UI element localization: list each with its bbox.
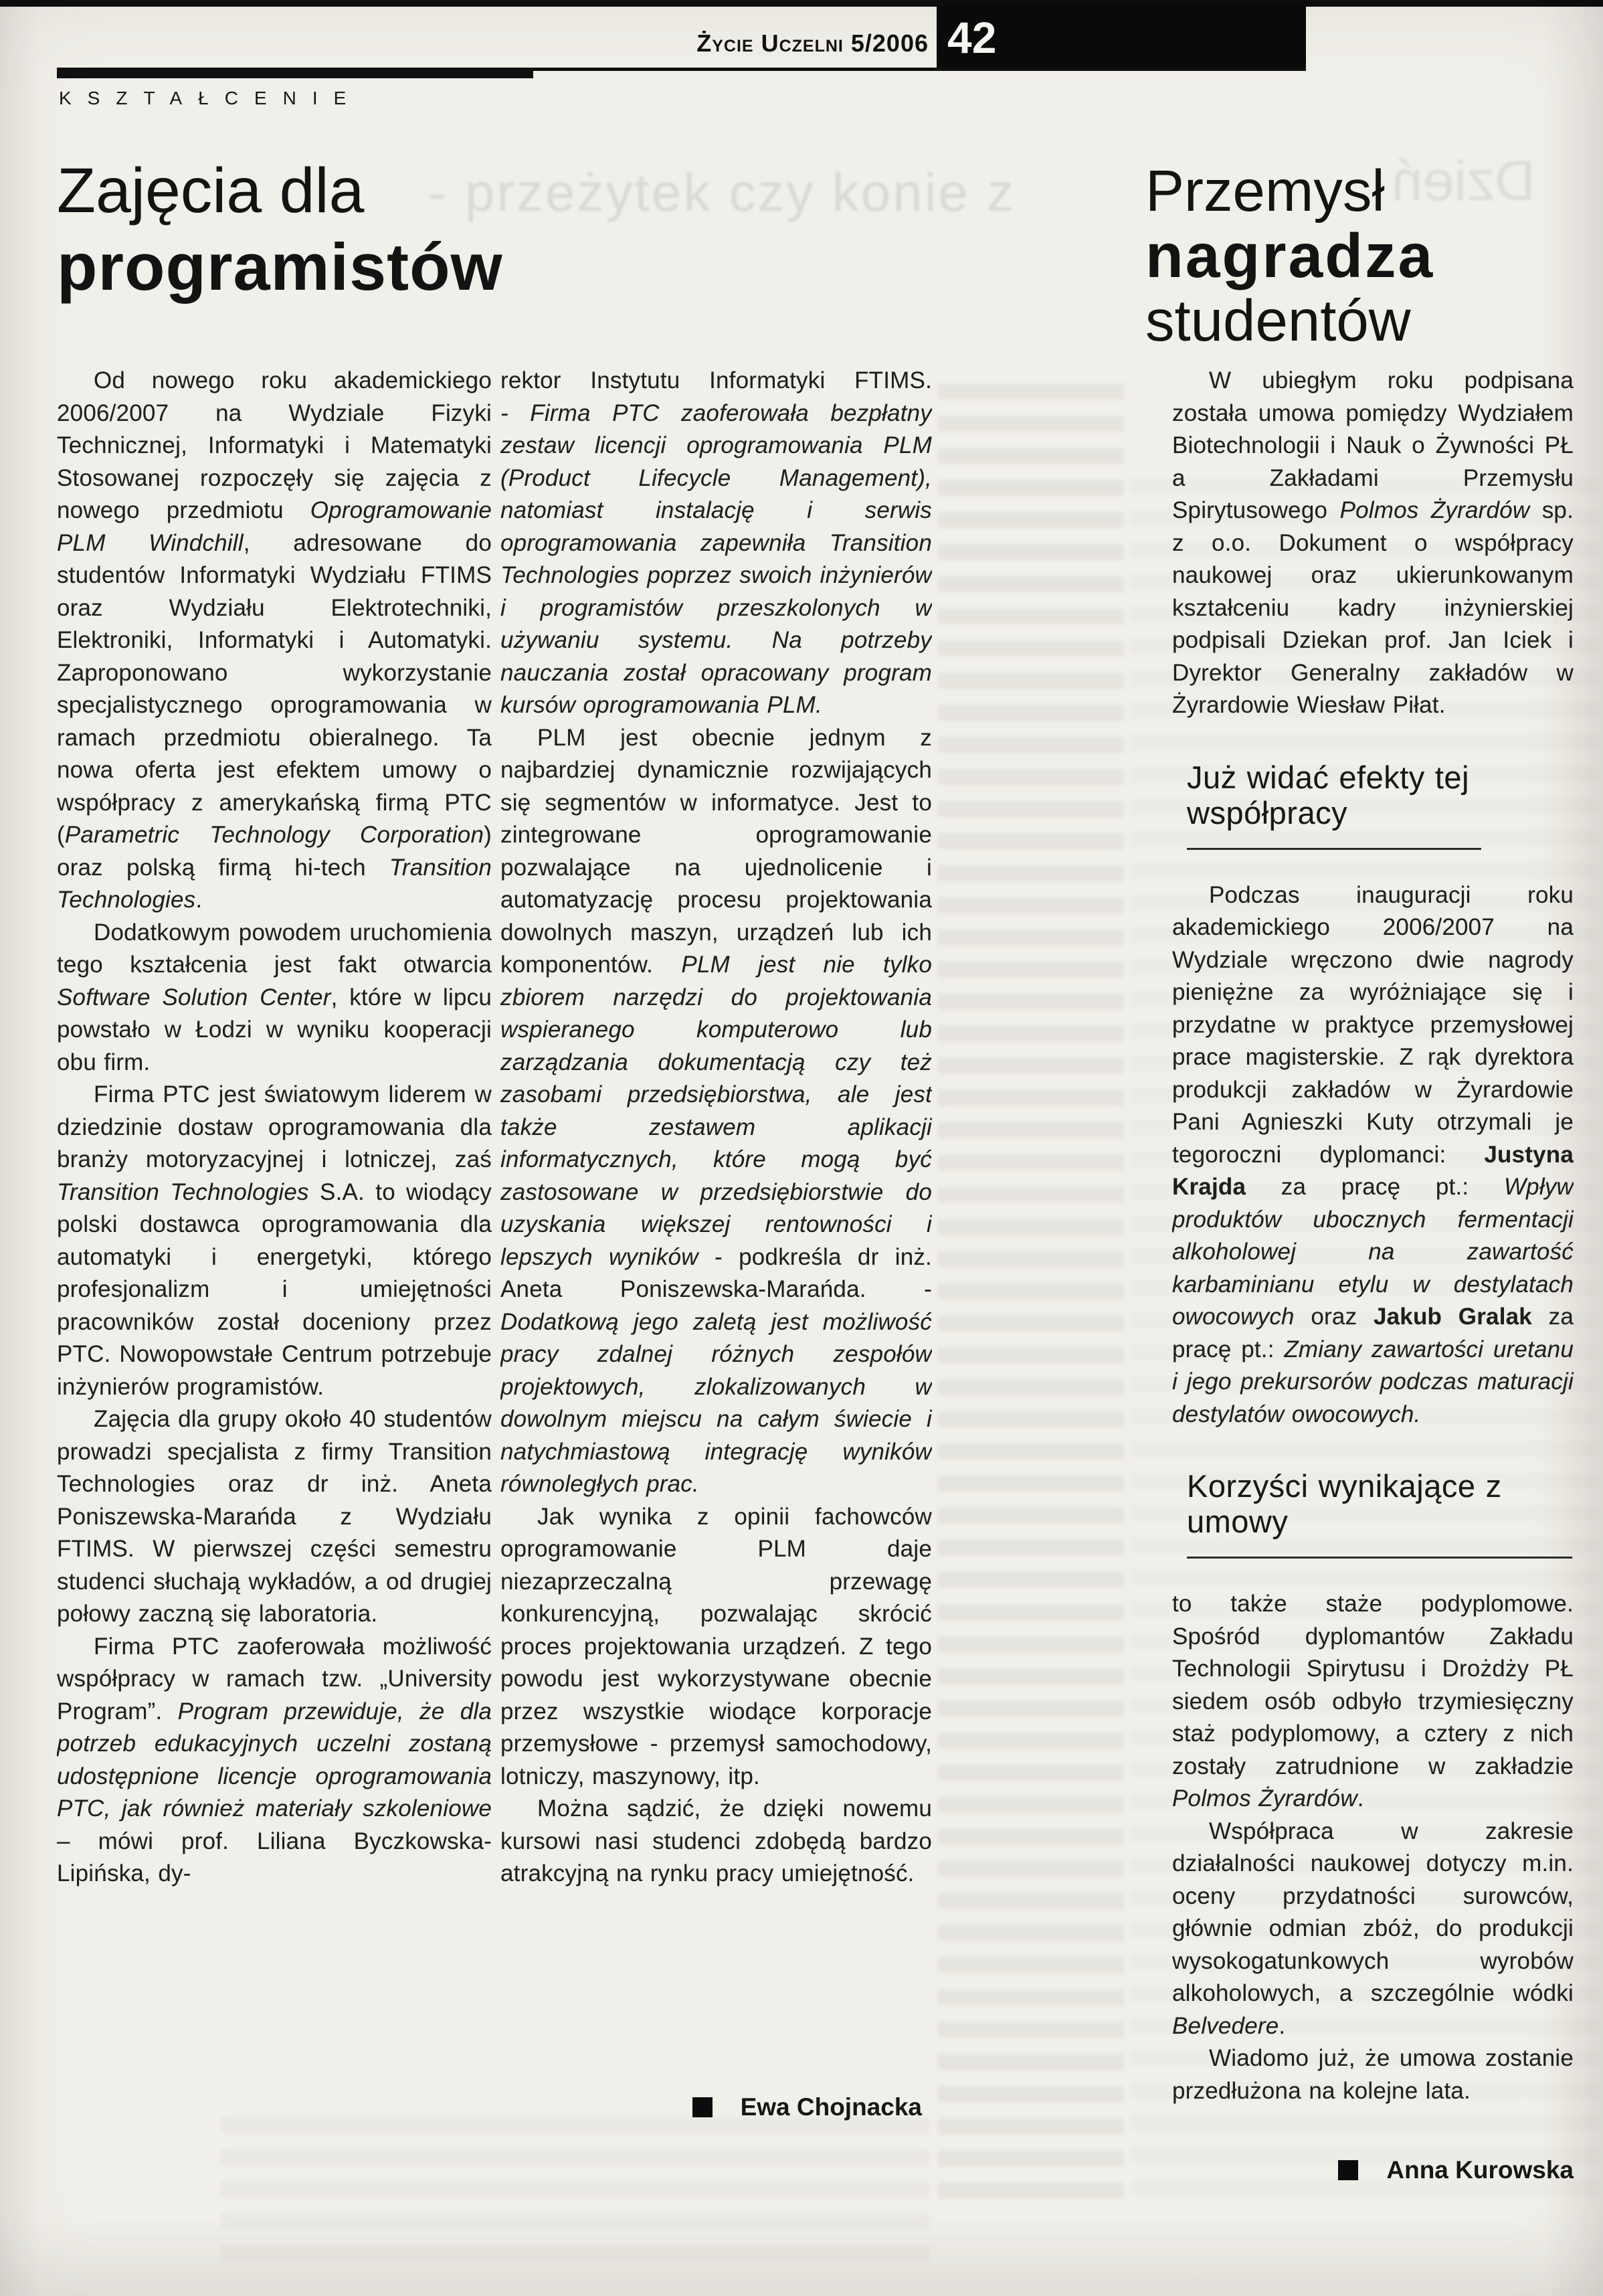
right-article-title-line2: nagradza [1145, 221, 1435, 291]
paragraph: Podczas inauguracji roku akademickiego 2006/2007 na Wydziale wręczono dwie nagrody pieniężne za wyróżniające się i przydatne w praktyce przemysłowej prace magisterskie. Z rąk dyrektora produkcji zakładów w Żyrardowie Pani Agnieszki Kuty otrzymali je tegoroczni dyplomanci: Justyna Krajda za pracę pt.: Wpływ produktów ubocznych fermentacji alkoholowej na zawartość karbaminianu etylu w destylatach owocowych oraz Jakub Gralak za pracę pt.: Zmiany zawartości uretanu i jego prekursorów podczas maturacji destylatów owocowych. [1172, 881, 1574, 1427]
left-article-column-2 [500, 365, 932, 2238]
subheading-rule [1187, 1557, 1572, 1559]
right-article-signature [1145, 2156, 1574, 2184]
paragraph: Firma PTC zaoferowała możliwość współpracy w ramach tzw. „University Program”. Program przewiduje, że dla potrzeb edukacyjnych uczelni zostaną udostępnione licencje oprogramowania PTC, jak również materiały szkoleniowe – mówi prof. Liliana Byczkowska-Lipińska, dy- [57, 1633, 492, 1886]
bleedthrough-headline: - przeżytek czy konie z [428, 163, 1016, 222]
paragraph: rektor Instytutu Informatyki FTIMS. [500, 367, 932, 393]
author-name: Ewa Chojnacka [740, 2093, 922, 2121]
paragraph: Wiadomo już, że umowa zostanie przedłużona na kolejne lata. [1172, 2045, 1574, 2104]
page-top-rule [0, 0, 1603, 7]
paragraph: W ubiegłym roku podpisana została umowa pomiędzy Wydziałem Biotechnologii i Nauk o Żywności PŁ a Zakładami Przemysłu Spirytusowego Polmos Żyrardów sp. z o.o. Dokument o współpracy naukowej oraz ukierunkowanym kształceniu kadry inżynierskiej podpisali Dziekan prof. Jan Iciek i Dyrektor Generalny zakładów w Żyrardowie Wiesław Piłat. [1172, 367, 1574, 718]
paragraph: - Firma PTC zaoferowała bezpłatny zestaw licencji oprogramowania PLM (Product Lifecycle Management), natomiast instalację i serwis oprogramowania zapewniła Transition Technologies poprzez swoich inżynierów i programistów przeszkolonych w używaniu systemu. Na potrzeby nauczania został opracowany program kursów oprogramowania PLM. [500, 400, 932, 718]
paragraph: Współpraca w zakresie działalności naukowej dotyczy m.in. oceny przydatności surowców, głównie odmian zbóż, do produkcji wysokogatunkowych wyrobów alkoholowych, a szczególnie wódki Belvedere. [1172, 1818, 1574, 2039]
section-label: KSZTAŁCENIE [59, 88, 363, 108]
page-number-badge [937, 5, 1306, 70]
paragraph: to także staże podyplomowe. Spośród dyplomantów Zakładu Technologii Spirytusu i Drożdży PŁ siedem osób odbyło trzymiesięczny staż podyplomowy, a cztery z nich zostały zatrudnione w zakładzie Polmos Żyrardów. [1172, 1591, 1574, 1812]
left-article-column-1 [57, 365, 492, 2238]
paragraph: PLM jest obecnie jednym z najbardziej dynamicznie rozwijających się segmentów w informatyce. Jest to zintegrowane oprogramowanie pozwalające na ujednolicenie i automatyzację procesu projektowania dowolnych maszyn, urządzeń lub ich komponentów. PLM jest nie tylko zbiorem narzędzi do projektowania wspieranego komputerowo lub zarządzania dokumentacją czy też zasobami przedsiębiorstwa, ale jest także zestawem aplikacji informatycznych, które mogą być zastosowane w przedsiębiorstwie do uzyskania większej rentowności i lepszych wyników - podkreśla dr inż. Aneta Poniszewska-Marańda. - Dodatkową jego zaletą jest możliwość pracy zdalnej różnych zespołów projektowych, zlokalizowanych w dowolnym miejscu na całym świecie i natychmiastową integrację wyników równoległych prac. [500, 724, 932, 1497]
bullet-square-icon [1338, 2160, 1358, 2180]
subheading-rule [1187, 848, 1481, 850]
left-article-title-line2: programistów [57, 230, 503, 304]
paragraph: Od nowego roku akademickiego 2006/2007 na Wydziale Fizyki Technicznej, Informatyki i Matematyki Stosowanej rozpoczęły się zajęcia z nowego przedmiotu Oprogramowanie PLM Windchill, adresowane do studentów Informatyki Wydziału FTIMS oraz Wydziału Elektrotechniki, Elektroniki, Informatyki i Automatyki. Zaproponowano wykorzystanie specjalistycznego oprogramowania w ramach przedmiotu obieralnego. Ta nowa oferta jest efektem umowy o współpracy z amerykańską firmą PTC (Parametric Technology Corporation) oraz polską firmą hi-tech Transition Technologies. [57, 367, 492, 913]
author-name: Anna Kurowska [1386, 2156, 1574, 2184]
journal-title: Życie Uczelni 5/2006 [696, 29, 929, 57]
section-rule [57, 68, 533, 78]
paragraph: Dodatkowym powodem uruchomienia tego kształcenia jest fakt otwarcia Software Solution Center, które w lipcu powstało w Łodzi w wyniku kooperacji obu firm. [57, 919, 492, 1075]
left-article-signature [500, 2093, 922, 2121]
bullet-square-icon [692, 2097, 713, 2117]
paragraph: Firma PTC jest światowym liderem w dziedzinie dostaw oprogramowania dla branży motoryzacyjnej i lotniczej, zaś Transition Technologies S.A. to wiodący polski dostawca oprogramowania dla automatyki i energetyki, którego profesjonalizm i umiejętności pracowników został doceniony przez PTC. Nowopowstałe Centrum potrzebuje inżynierów programistów. [57, 1081, 492, 1400]
right-article-title-line1: Przemysł [1145, 159, 1385, 224]
subheading: Korzyści wynikające z umowy [1187, 1468, 1502, 1539]
right-article-title-line3: studentów [1145, 288, 1411, 354]
right-article-body [1172, 365, 1574, 2158]
paragraph: Zajęcia dla grupy około 40 studentów prowadzi specjalista z firmy Transition Technologies oraz dr inż. Aneta Poniszewska-Marańda z Wydziału FTIMS. W pierwszej części semestru studenci słuchają wykładów, a od drugiej połowy zaczną się laboratoria. [57, 1406, 492, 1627]
left-article-title-line1: Zajęcia dla [57, 155, 365, 227]
bleedthrough-mirrored-text: Dzień [1392, 149, 1535, 212]
bleedthrough-texture [938, 375, 1124, 2208]
paragraph: Jak wynika z opinii fachowców oprogramowanie PLM daje niezaprzeczalną przewagę konkurencyjną, pozwalając skrócić proces projektowania urządzeń. Z tego powodu jest wykorzystywane obecnie przez wszystkie wiodące korporacje przemysłowe - przemysł samochodowy, lotniczy, maszynowy, itp. [500, 1503, 932, 1789]
right-article-title [1145, 159, 1434, 353]
subheading: Już widać efekty tej współpracy [1187, 759, 1470, 830]
page-number: 42 [947, 13, 997, 62]
paragraph: Można sądzić, że dzięki nowemu kursowi nasi studenci zdobędą bardzo atrakcyjną na rynku pracy umiejętność. [500, 1795, 932, 1886]
left-article-title [57, 153, 503, 304]
